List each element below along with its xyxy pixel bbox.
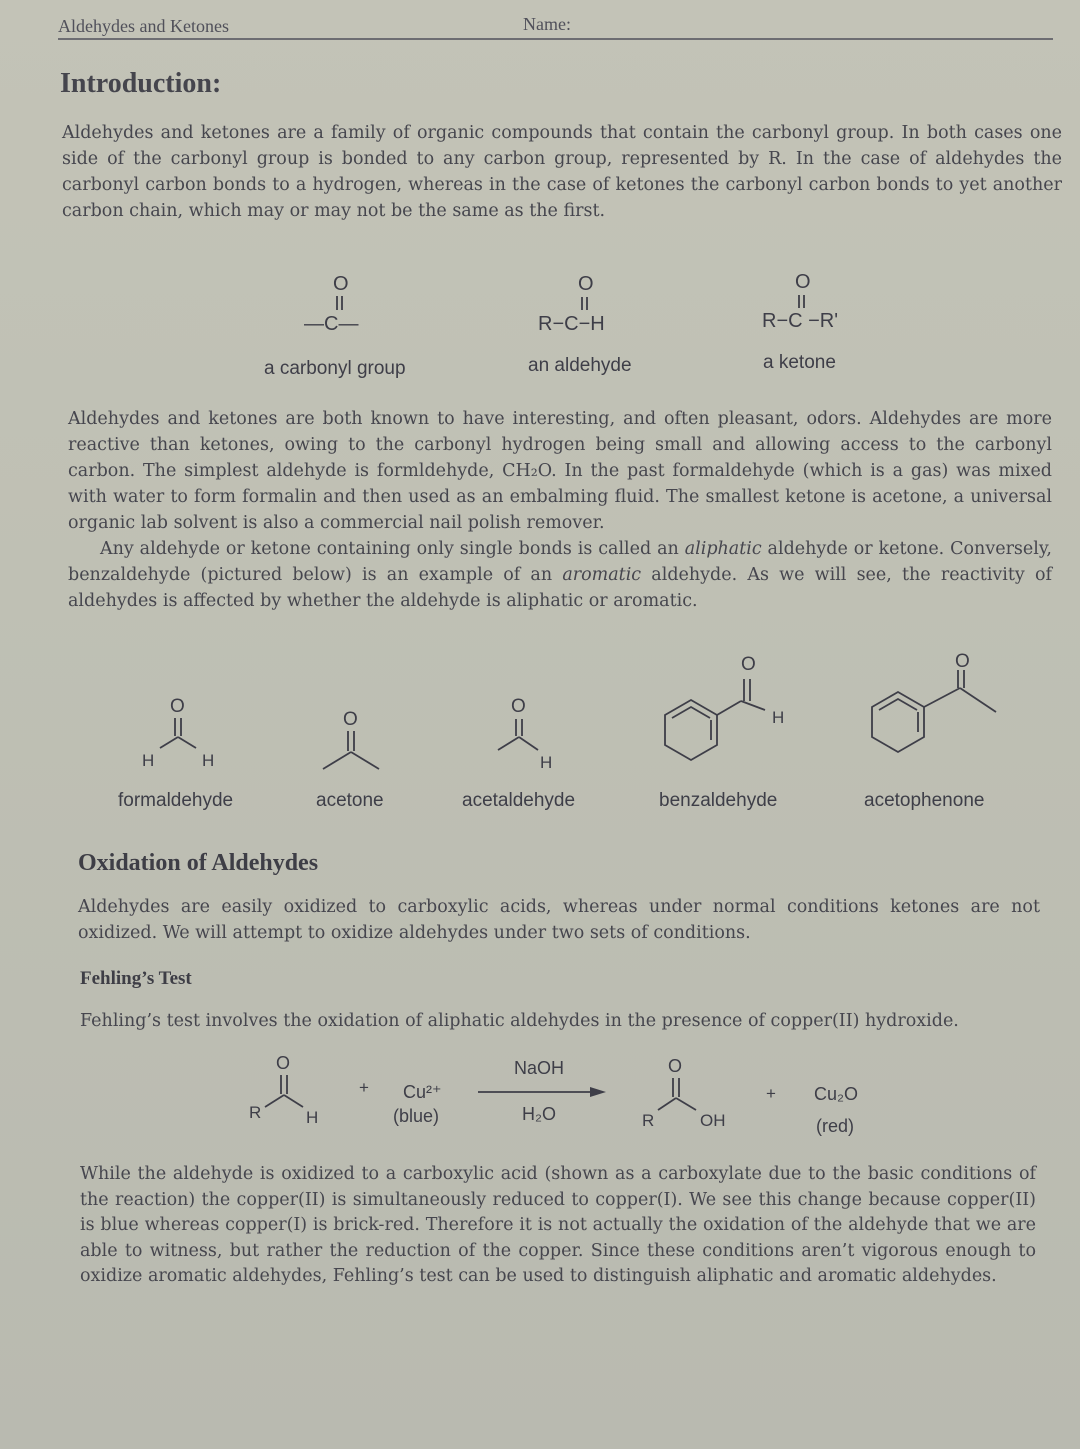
arrowhead [590, 1087, 606, 1097]
acetone-structure [315, 705, 395, 775]
bond-line [284, 1095, 303, 1107]
text-run: aldehyde. As we will see, the reactivity of aldehydes is affected by whether the aldehyde is aliphatic or aromatic. [68, 565, 1053, 611]
bond-line [741, 701, 765, 710]
r-group: R [642, 1111, 655, 1130]
fehling-intro-paragraph [80, 1008, 1040, 1034]
ketone-label: a ketone [763, 352, 836, 373]
carbonyl-formula: —C— [304, 313, 359, 335]
hydrogen-atom: H [540, 753, 553, 772]
bond-line [924, 688, 960, 707]
bond-line [960, 688, 996, 712]
oxygen-atom: O [741, 654, 756, 675]
fehling-explanation-paragraph [80, 1162, 1036, 1290]
hydrogen-atom: H [142, 751, 155, 770]
bond-line [351, 752, 379, 769]
reaction-condition-bottom: H₂O [522, 1104, 556, 1124]
intro-text: Aldehydes and ketones are a family of organic compounds that contain the carbonyl group. In both cases one side of the carbonyl group is bonded to any carbon group, represented by R. In the case of aldehydes the carbonyl carbon bonds to a hydrogen, whereas in the case of ketones the carbonyl carbon bonds to yet another carbon chain, which may or may not be the same as the first. [62, 123, 1062, 221]
bond-line [658, 1098, 676, 1110]
oxygen-atom: O [511, 696, 526, 717]
oxygen-atom: O [343, 709, 358, 730]
reaction-arrow [478, 1086, 608, 1098]
benzene-ring [872, 692, 924, 752]
ketone-formula: R−C −R' [762, 310, 839, 332]
introduction-heading: Introduction: [60, 68, 222, 99]
oxygen-atom: O [170, 696, 185, 717]
oxygen-atom: O [795, 271, 811, 293]
ketone-structure [762, 268, 862, 338]
benzene-ring [665, 700, 717, 760]
molecule-name-acetaldehyde: acetaldehyde [462, 790, 576, 811]
oxidation-paragraph [78, 894, 1040, 946]
fehling-explanation-text: While the aldehyde is oxidized to a carboxylic acid (shown as a carboxylate due to the basic conditions of the reaction) the copper(II) is simultaneously reduced to copper(I). We see this change because copper(II) is blue whereas copper(I) is brick-red. Therefore it is not actually the oxidation of the aldehyde that we are able to witness, but rather the reduction of the copper. Since these conditions aren’t vigorous enough to oxidize aromatic aldehydes, Fehling’s test can be used to distinguish aliphatic and aromatic aldehydes. [80, 1164, 1036, 1286]
name-field-label: Name: [523, 14, 571, 34]
r-group: R [249, 1103, 262, 1122]
aliphatic-term: aliphatic [684, 539, 762, 559]
molecule-name-acetone: acetone [316, 790, 384, 811]
acetaldehyde-structure [490, 692, 570, 772]
oxygen-atom: O [333, 273, 349, 295]
oxygen-atom: O [955, 651, 970, 672]
bond-line [160, 737, 178, 748]
carbonyl-group-label: a carbonyl group [264, 358, 406, 379]
product-carboxylate-structure [638, 1052, 748, 1132]
bond-line [498, 737, 519, 750]
aldehyde-label: an aldehyde [528, 355, 632, 376]
plus-sign: + [766, 1084, 776, 1103]
plus-sign: + [359, 1078, 369, 1097]
bond-line [519, 737, 538, 750]
bond-line [265, 1095, 284, 1107]
acetophenone-structure [862, 650, 1012, 760]
fehling-heading: Fehling’s Test [80, 968, 192, 989]
aliphatic-aromatic-text [68, 536, 1052, 614]
bond-line [676, 1098, 696, 1110]
document-title: Aldehydes and Ketones [58, 16, 229, 36]
molecule-name-benzaldehyde: benzaldehyde [659, 790, 778, 811]
odors-paragraph [68, 406, 1052, 614]
molecule-name-acetophenone: acetophenone [864, 790, 985, 811]
formaldehyde-structure [130, 690, 230, 770]
aldehyde-structure [538, 270, 638, 340]
hydrogen-atom: H [306, 1108, 319, 1127]
header-rule [58, 38, 1053, 40]
molecule-name-formaldehyde: formaldehyde [118, 790, 234, 811]
reactant-aldehyde-structure [245, 1050, 345, 1130]
oxygen-atom: O [578, 273, 594, 295]
reaction-condition-top: NaOH [514, 1058, 565, 1078]
odors-text: Aldehydes and ketones are both known to have interesting, and often pleasant, odors. Aldehydes are more reactive than ketones, owing to the carbonyl hydrogen being small and allowing access to the carbonyl carbon. The simplest aldehyde is formldehyde, CH₂O. In the past formaldehyde (which is a gas) was mixed with water to form formalin and then used as an embalming fluid. The smallest ketone is acetone, a universal organic lab solvent is also a commercial nail polish remover. [68, 409, 1052, 533]
oxygen-atom: O [276, 1053, 291, 1073]
hydrogen-atom: H [772, 708, 785, 727]
aromatic-term: aromatic [562, 565, 642, 585]
bond-line [323, 752, 351, 769]
hydrogen-atom: H [202, 751, 215, 770]
bond-line [178, 737, 196, 748]
copper-ion-color: (blue) [393, 1106, 440, 1126]
text-run: Any aldehyde or ketone containing only single bonds is called an [100, 539, 685, 559]
copper-oxide: Cu₂O [814, 1084, 858, 1104]
aldehyde-formula: R−C−H [538, 313, 605, 335]
text-run: aldehyde or ketone. Conversely, benzaldehyde (pictured below) is an example of an [68, 539, 1052, 585]
oxygen-atom: O [668, 1056, 683, 1076]
bond-line [717, 701, 741, 715]
benzaldehyde-structure [655, 650, 805, 760]
oxidation-text: Aldehydes are easily oxidized to carboxylic acids, whereas under normal conditions ketones are not oxidized. We will attempt to oxidize aldehydes under two sets of conditions. [78, 897, 1040, 943]
copper-ion: Cu²⁺ [403, 1082, 442, 1102]
hydroxyl-group: OH [700, 1111, 726, 1130]
carbonyl-group-structure [300, 270, 390, 340]
introduction-paragraph [62, 120, 1062, 224]
fehling-intro-text: Fehling’s test involves the oxidation of aliphatic aldehydes in the presence of copper(II) hydroxide. [80, 1011, 959, 1031]
oxidation-heading: Oxidation of Aldehydes [78, 850, 319, 876]
copper-oxide-color: (red) [816, 1116, 855, 1136]
